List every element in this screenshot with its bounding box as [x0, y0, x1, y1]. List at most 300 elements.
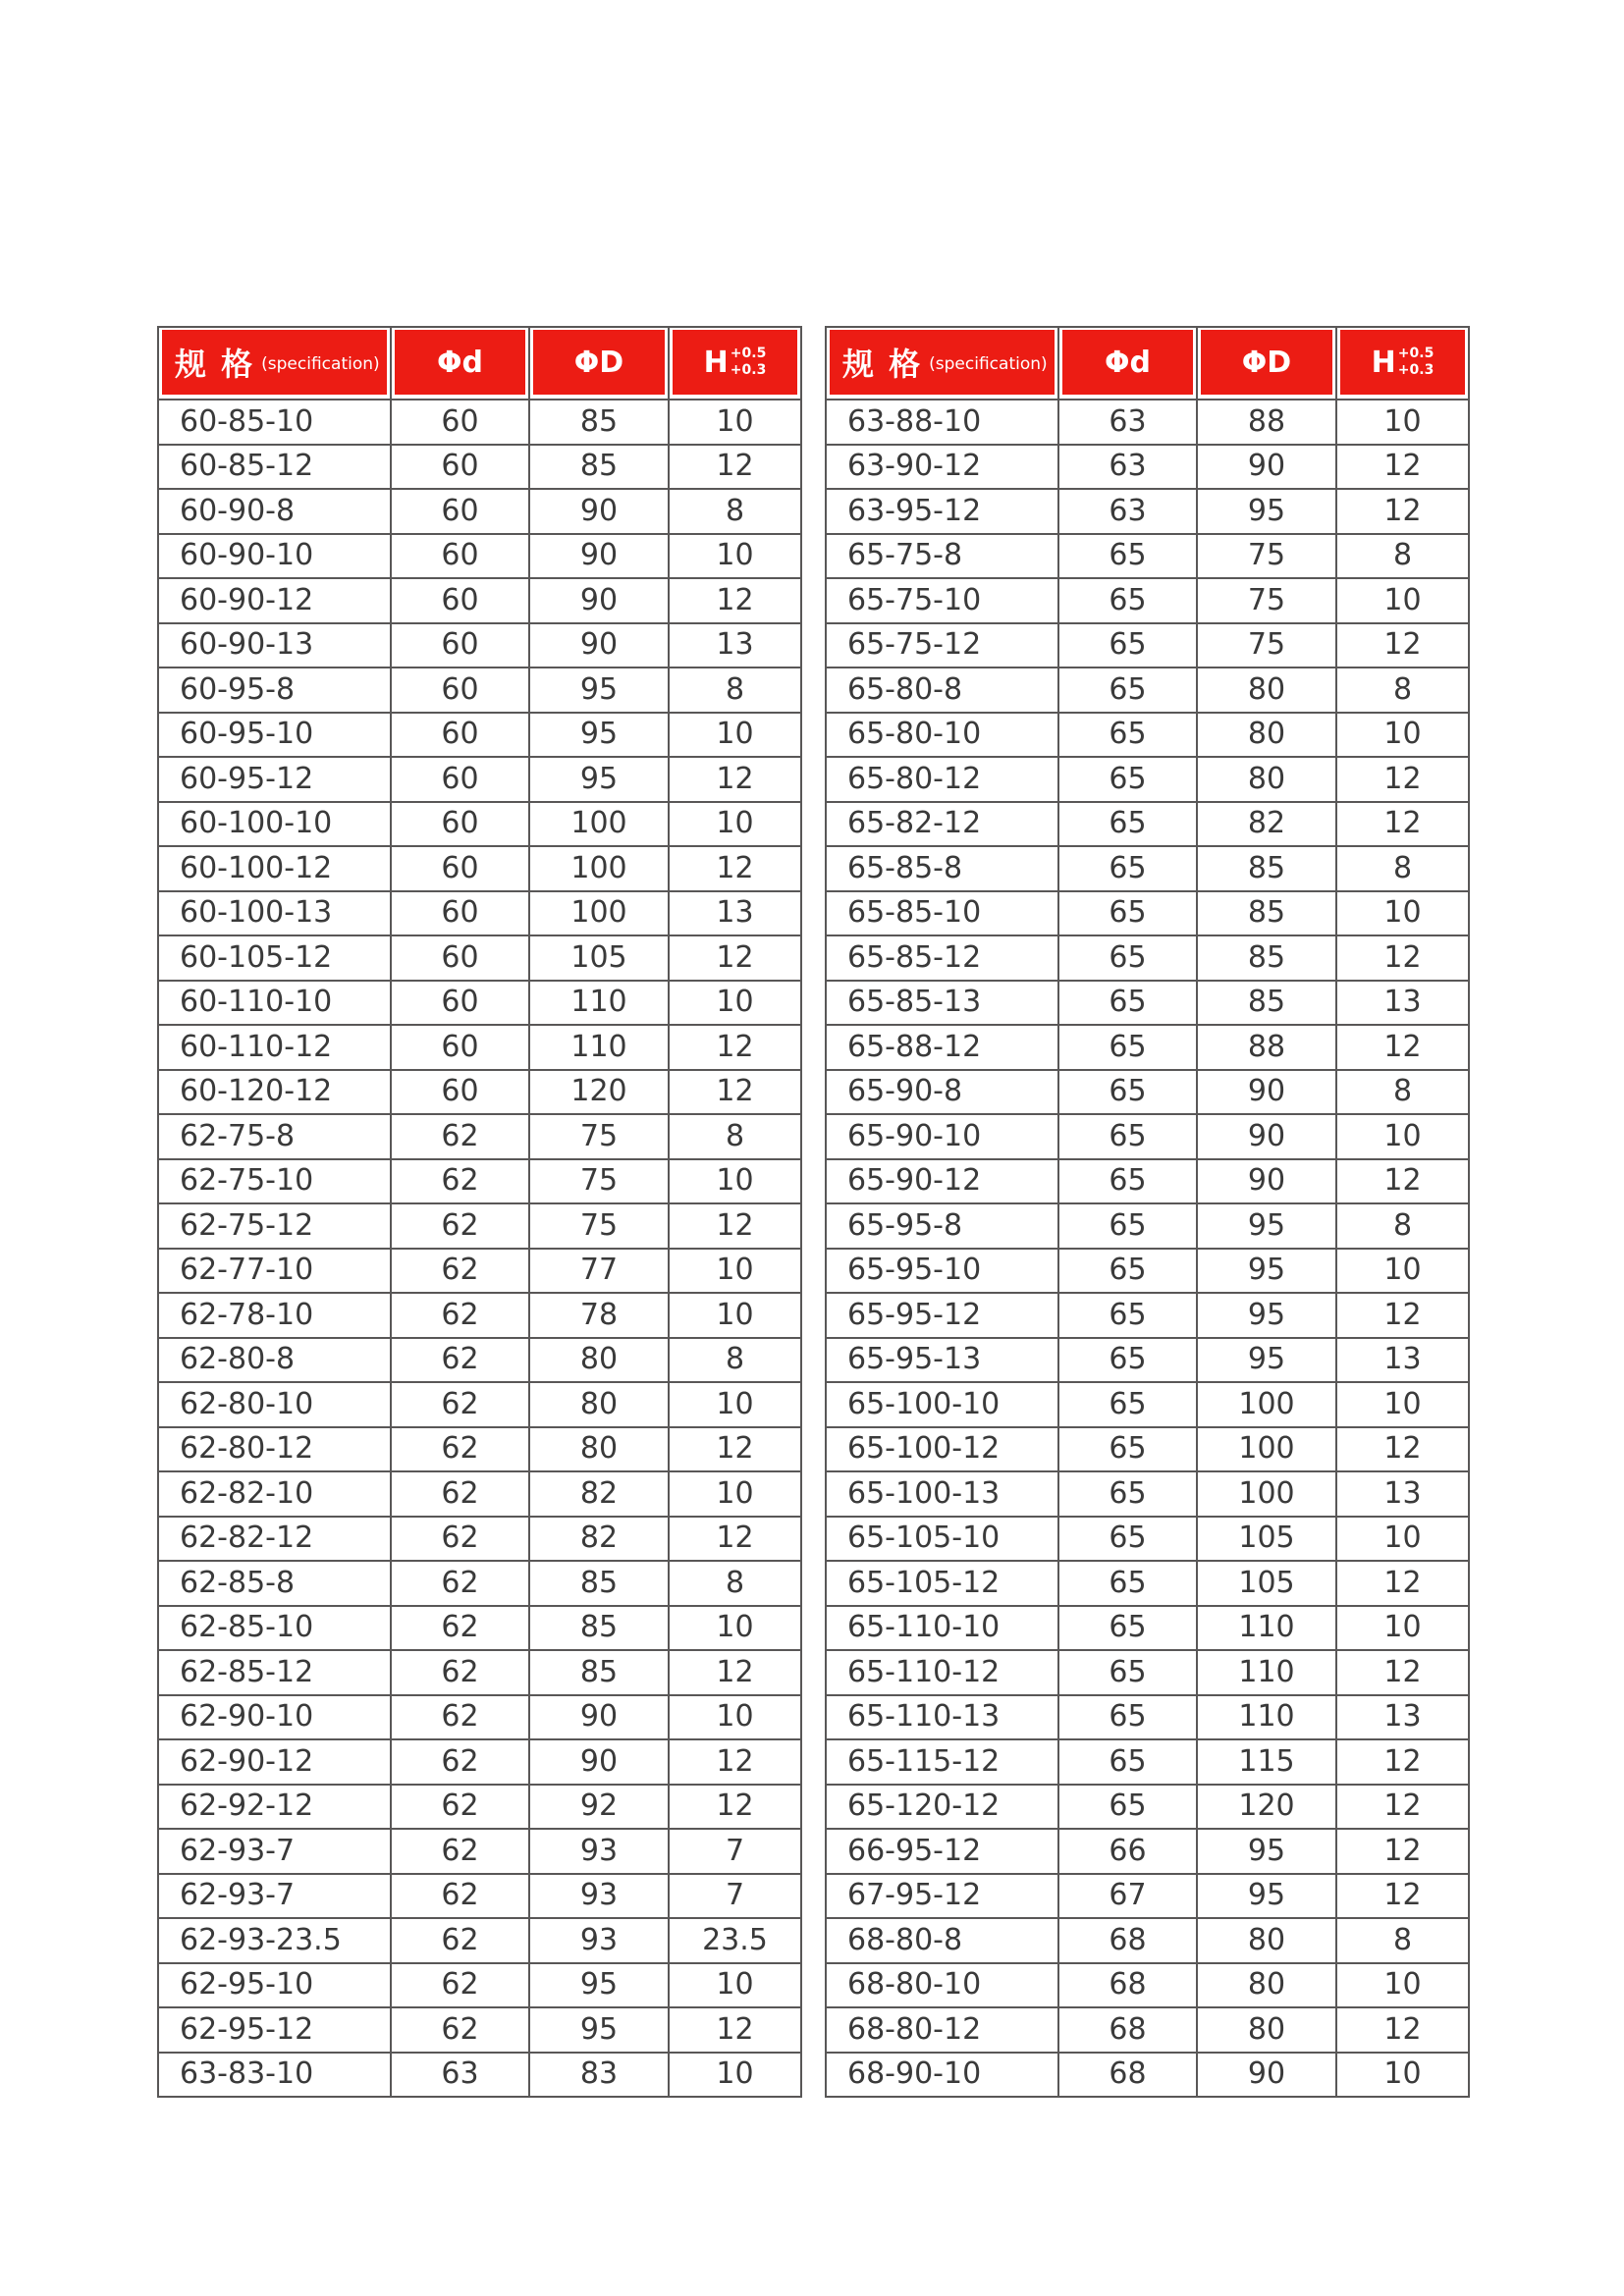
phi-d-cell: 62: [391, 1338, 529, 1383]
spec-cell: 62-78-10: [158, 1293, 391, 1338]
phi-d-cell: 68: [1058, 1963, 1197, 2008]
spec-cell: 62-80-8: [158, 1338, 391, 1383]
phi-big-d-cell: 110: [529, 1025, 669, 1070]
phi-big-d-cell: 85: [529, 445, 669, 490]
phi-big-d-cell: 80: [1197, 757, 1336, 802]
spec-cell: 65-85-8: [826, 846, 1058, 891]
phi-d-cell: 65: [1058, 1203, 1197, 1249]
spec-cell: 63-88-10: [826, 400, 1058, 445]
h-cell: 12: [669, 578, 801, 623]
phi-d-cell: 65: [1058, 1471, 1197, 1517]
phi-big-d-cell: 95: [529, 2007, 669, 2053]
phi-d-cell: 65: [1058, 935, 1197, 981]
h-lower-tolerance: +0.3: [1397, 362, 1435, 378]
h-cell: 12: [669, 1739, 801, 1785]
table-row: [826, 757, 1469, 802]
h-cell: 13: [669, 623, 801, 668]
table-row: [158, 1114, 801, 1159]
table-row: [158, 1695, 801, 1740]
phi-big-d-cell: 100: [1197, 1471, 1336, 1517]
table-row: [158, 713, 801, 758]
spec-cell: 62-93-7: [158, 1874, 391, 1919]
spec-cell: 62-85-8: [158, 1561, 391, 1606]
h-cell: 12: [669, 935, 801, 981]
h-cell: 7: [669, 1874, 801, 1919]
phi-d-cell: 63: [1058, 445, 1197, 490]
h-cell: 12: [1336, 1025, 1469, 1070]
spec-cell: 65-85-13: [826, 981, 1058, 1026]
phi-big-d-cell: 95: [1197, 1203, 1336, 1249]
phi-big-d-cell: 77: [529, 1249, 669, 1294]
phi-big-d-cell: 90: [529, 1695, 669, 1740]
spec-cell: 62-95-10: [158, 1963, 391, 2008]
phi-d-cell: 65: [1058, 1025, 1197, 1070]
spec-cell: 62-95-12: [158, 2007, 391, 2053]
phi-big-d-cell: 85: [529, 1650, 669, 1695]
spec-cell: 65-95-10: [826, 1249, 1058, 1294]
spec-cell: 62-75-8: [158, 1114, 391, 1159]
h-cell: 12: [1336, 1785, 1469, 1830]
spec-header: [826, 327, 1058, 400]
phi-big-d-cell: 93: [529, 1918, 669, 1963]
phi-big-d-cell: 100: [529, 802, 669, 847]
h-cell: 10: [1336, 891, 1469, 936]
phi-d-cell: 65: [1058, 846, 1197, 891]
table-row: [826, 981, 1469, 1026]
table-row: [158, 1517, 801, 1562]
table-row: [826, 2007, 1469, 2053]
phi-big-d-cell: 75: [1197, 623, 1336, 668]
spec-cell: 62-75-12: [158, 1203, 391, 1249]
table-row: [158, 1606, 801, 1651]
table-row: [826, 1517, 1469, 1562]
h-cell: 10: [1336, 1249, 1469, 1294]
spec-cell: 67-95-12: [826, 1874, 1058, 1919]
phi-d-cell: 67: [1058, 1874, 1197, 1919]
table-row: [826, 667, 1469, 713]
h-cell: 8: [669, 1114, 801, 1159]
table-row: [826, 1918, 1469, 1963]
table-row: [158, 489, 801, 534]
phi-big-d-cell: 90: [1197, 1159, 1336, 1204]
table-row: [826, 2053, 1469, 2098]
table-row: [826, 891, 1469, 936]
spec-cell: 60-110-12: [158, 1025, 391, 1070]
phi-d-cell: 60: [391, 578, 529, 623]
table-row: [826, 489, 1469, 534]
table-row: [826, 445, 1469, 490]
phi-big-d-header: ΦD: [1197, 327, 1336, 400]
spec-cell: 66-95-12: [826, 1829, 1058, 1874]
table-row: [158, 981, 801, 1026]
h-cell: 10: [669, 1249, 801, 1294]
phi-d-cell: 65: [1058, 1382, 1197, 1427]
spec-cell: 65-105-10: [826, 1517, 1058, 1562]
table-row: [826, 1963, 1469, 2008]
table-row: [826, 1203, 1469, 1249]
h-cell: 12: [669, 1203, 801, 1249]
phi-d-cell: 62: [391, 1874, 529, 1919]
spec-cell: 60-90-8: [158, 489, 391, 534]
table-row: [158, 1338, 801, 1383]
phi-d-cell: 60: [391, 445, 529, 490]
phi-d-cell: 62: [391, 1561, 529, 1606]
phi-d-cell: 62: [391, 1203, 529, 1249]
spec-cell: 63-90-12: [826, 445, 1058, 490]
table-row: [826, 1561, 1469, 1606]
spec-cell: 63-83-10: [158, 2053, 391, 2098]
h-cell: 12: [669, 1785, 801, 1830]
spec-cell: 60-90-12: [158, 578, 391, 623]
spec-cell: 65-80-12: [826, 757, 1058, 802]
phi-big-d-cell: 95: [529, 667, 669, 713]
phi-d-cell: 62: [391, 1114, 529, 1159]
phi-big-d-cell: 80: [1197, 667, 1336, 713]
spec-cell: 63-95-12: [826, 489, 1058, 534]
spec-cell: 65-75-12: [826, 623, 1058, 668]
spec-cell: 65-75-10: [826, 578, 1058, 623]
phi-big-d-cell: 88: [1197, 1025, 1336, 1070]
table-row: [826, 1829, 1469, 1874]
spec-cell: 65-85-10: [826, 891, 1058, 936]
spec-cell: 65-88-12: [826, 1025, 1058, 1070]
spec-cell: 65-110-13: [826, 1695, 1058, 1740]
table-row: [158, 1203, 801, 1249]
spec-cell: 60-85-10: [158, 400, 391, 445]
spec-header-cn: 规 格: [175, 346, 255, 383]
phi-big-d-cell: 90: [529, 1739, 669, 1785]
phi-d-cell: 60: [391, 400, 529, 445]
spec-cell: 60-105-12: [158, 935, 391, 981]
spec-cell: 60-85-12: [158, 445, 391, 490]
phi-d-cell: 62: [391, 1427, 529, 1472]
spec-cell: 65-82-12: [826, 802, 1058, 847]
phi-big-d-cell: 105: [1197, 1561, 1336, 1606]
h-cell: 12: [669, 1427, 801, 1472]
header-row: [826, 327, 1469, 400]
h-cell: 10: [669, 713, 801, 758]
phi-d-cell: 65: [1058, 713, 1197, 758]
phi-d-cell: 63: [391, 2053, 529, 2098]
table-row: [826, 1293, 1469, 1338]
phi-d-cell: 65: [1058, 802, 1197, 847]
phi-d-cell: 62: [391, 1293, 529, 1338]
phi-d-cell: 62: [391, 1471, 529, 1517]
table-row: [826, 1650, 1469, 1695]
phi-big-d-cell: 82: [529, 1471, 669, 1517]
phi-big-d-cell: 100: [529, 846, 669, 891]
spec-cell: 65-115-12: [826, 1739, 1058, 1785]
table-row: [826, 802, 1469, 847]
h-cell: 8: [669, 667, 801, 713]
phi-big-d-cell: 75: [529, 1203, 669, 1249]
spec-cell: 65-100-10: [826, 1382, 1058, 1427]
spec-cell: 60-95-8: [158, 667, 391, 713]
h-cell: 10: [1336, 1606, 1469, 1651]
table-row: [158, 2053, 801, 2098]
table-row: [158, 1963, 801, 2008]
phi-d-cell: 68: [1058, 2007, 1197, 2053]
h-cell: 12: [1336, 1650, 1469, 1695]
phi-big-d-cell: 95: [529, 713, 669, 758]
phi-d-cell: 60: [391, 935, 529, 981]
spec-cell: 62-92-12: [158, 1785, 391, 1830]
phi-d-cell: 65: [1058, 1338, 1197, 1383]
phi-big-d-cell: 75: [1197, 534, 1336, 579]
spec-cell: 60-95-10: [158, 713, 391, 758]
phi-big-d-cell: 100: [1197, 1427, 1336, 1472]
phi-big-d-cell: 90: [529, 623, 669, 668]
phi-big-d-cell: 80: [1197, 2007, 1336, 2053]
spec-cell: 62-85-10: [158, 1606, 391, 1651]
table-row: [158, 1070, 801, 1115]
h-cell: 13: [1336, 1338, 1469, 1383]
phi-big-d-cell: 90: [1197, 1114, 1336, 1159]
phi-big-d-cell: 75: [529, 1114, 669, 1159]
h-cell: 12: [669, 757, 801, 802]
spec-cell: 65-100-12: [826, 1427, 1058, 1472]
phi-big-d-cell: 85: [1197, 981, 1336, 1026]
phi-big-d-cell: 80: [529, 1382, 669, 1427]
phi-big-d-cell: 85: [529, 1561, 669, 1606]
phi-d-cell: 65: [1058, 1606, 1197, 1651]
phi-d-cell: 65: [1058, 1159, 1197, 1204]
h-cell: 10: [669, 802, 801, 847]
phi-d-cell: 65: [1058, 1293, 1197, 1338]
h-cell: 12: [1336, 1874, 1469, 1919]
table-row: [158, 534, 801, 579]
phi-big-d-cell: 90: [1197, 1070, 1336, 1115]
spec-cell: 62-85-12: [158, 1650, 391, 1695]
phi-big-d-cell: 95: [529, 1963, 669, 2008]
spec-cell: 60-110-10: [158, 981, 391, 1026]
table-row: [826, 534, 1469, 579]
phi-big-d-cell: 120: [1197, 1785, 1336, 1830]
spec-cell: 65-95-8: [826, 1203, 1058, 1249]
spec-cell: 62-82-10: [158, 1471, 391, 1517]
phi-big-d-cell: 85: [529, 400, 669, 445]
phi-d-cell: 60: [391, 713, 529, 758]
phi-d-cell: 62: [391, 1606, 529, 1651]
h-lower-tolerance: +0.3: [730, 362, 767, 378]
spec-cell: 62-80-12: [158, 1427, 391, 1472]
phi-d-cell: 62: [391, 1829, 529, 1874]
h-cell: 13: [669, 891, 801, 936]
phi-d-cell: 65: [1058, 667, 1197, 713]
table-row: [826, 1382, 1469, 1427]
phi-d-header: Φd: [1058, 327, 1197, 400]
h-cell: 12: [1336, 2007, 1469, 2053]
phi-big-d-cell: 75: [1197, 578, 1336, 623]
spec-cell: 60-100-10: [158, 802, 391, 847]
spec-cell: 60-120-12: [158, 1070, 391, 1115]
phi-d-cell: 65: [1058, 1650, 1197, 1695]
table-row: [826, 713, 1469, 758]
h-cell: 8: [1336, 534, 1469, 579]
spec-cell: 65-95-12: [826, 1293, 1058, 1338]
table-row: [158, 667, 801, 713]
h-cell: 12: [1336, 445, 1469, 490]
spec-cell: 62-90-12: [158, 1739, 391, 1785]
h-cell: 23.5: [669, 1918, 801, 1963]
phi-d-cell: 65: [1058, 891, 1197, 936]
h-tolerance-header: H +0.5 +0.3: [669, 327, 801, 400]
h-cell: 8: [669, 1338, 801, 1383]
table-row: [158, 1159, 801, 1204]
phi-big-d-cell: 85: [1197, 935, 1336, 981]
h-cell: 10: [669, 1606, 801, 1651]
table-row: [158, 578, 801, 623]
spec-table-right: [825, 326, 1470, 2098]
phi-big-d-cell: 80: [1197, 1963, 1336, 2008]
spec-cell: 60-100-13: [158, 891, 391, 936]
phi-big-d-cell: 95: [1197, 489, 1336, 534]
table-row: [158, 1025, 801, 1070]
h-cell: 12: [1336, 1293, 1469, 1338]
h-cell: 10: [669, 2053, 801, 2098]
table-row: [826, 1471, 1469, 1517]
h-cell: 10: [1336, 1963, 1469, 2008]
h-cell: 7: [669, 1829, 801, 1874]
phi-big-d-cell: 110: [529, 981, 669, 1026]
h-cell: 10: [1336, 1114, 1469, 1159]
phi-d-cell: 60: [391, 891, 529, 936]
h-cell: 10: [1336, 1382, 1469, 1427]
spec-header: [158, 327, 391, 400]
table-row: [158, 802, 801, 847]
phi-big-d-cell: 80: [529, 1427, 669, 1472]
h-cell: 10: [1336, 2053, 1469, 2098]
h-cell: 10: [669, 1159, 801, 1204]
spec-cell: 68-80-8: [826, 1918, 1058, 1963]
phi-d-cell: 60: [391, 802, 529, 847]
phi-big-d-cell: 80: [1197, 713, 1336, 758]
spec-cell: 65-90-8: [826, 1070, 1058, 1115]
phi-big-d-cell: 105: [1197, 1517, 1336, 1562]
h-upper-tolerance: +0.5: [730, 346, 767, 362]
table-row: [826, 1249, 1469, 1294]
phi-d-cell: 60: [391, 534, 529, 579]
phi-big-d-cell: 110: [1197, 1606, 1336, 1651]
spec-cell: 60-90-13: [158, 623, 391, 668]
table-row: [158, 445, 801, 490]
phi-big-d-cell: 82: [1197, 802, 1336, 847]
phi-big-d-cell: 85: [1197, 846, 1336, 891]
table-row: [158, 1561, 801, 1606]
phi-big-d-cell: 90: [1197, 445, 1336, 490]
h-cell: 12: [669, 445, 801, 490]
h-cell: 8: [1336, 1070, 1469, 1115]
spec-cell: 65-105-12: [826, 1561, 1058, 1606]
h-cell: 10: [1336, 1517, 1469, 1562]
table-row: [158, 1739, 801, 1785]
phi-big-d-cell: 95: [1197, 1874, 1336, 1919]
h-cell: 12: [669, 1070, 801, 1115]
table-row: [158, 1382, 801, 1427]
h-cell: 12: [1336, 757, 1469, 802]
phi-d-cell: 65: [1058, 1561, 1197, 1606]
phi-d-cell: 62: [391, 1785, 529, 1830]
h-cell: 10: [669, 400, 801, 445]
phi-big-d-cell: 90: [529, 489, 669, 534]
h-cell: 10: [669, 1382, 801, 1427]
phi-d-cell: 65: [1058, 1517, 1197, 1562]
phi-d-cell: 68: [1058, 1918, 1197, 1963]
table-row: [158, 1918, 801, 1963]
table-row: [158, 1650, 801, 1695]
header-row: [158, 327, 801, 400]
phi-big-d-cell: 85: [1197, 891, 1336, 936]
phi-big-d-cell: 110: [1197, 1695, 1336, 1740]
spec-cell: 62-93-23.5: [158, 1918, 391, 1963]
table-row: [158, 1874, 801, 1919]
spec-cell: 62-80-10: [158, 1382, 391, 1427]
phi-d-cell: 62: [391, 1517, 529, 1562]
h-cell: 8: [1336, 1918, 1469, 1963]
phi-d-cell: 62: [391, 1382, 529, 1427]
phi-d-cell: 62: [391, 2007, 529, 2053]
spec-cell: 65-110-12: [826, 1650, 1058, 1695]
phi-d-cell: 66: [1058, 1829, 1197, 1874]
h-cell: 12: [669, 1025, 801, 1070]
h-cell: 12: [669, 1650, 801, 1695]
table-row: [826, 1025, 1469, 1070]
phi-big-d-cell: 90: [1197, 2053, 1336, 2098]
table-row: [826, 1695, 1469, 1740]
phi-big-d-cell: 95: [1197, 1249, 1336, 1294]
table-row: [158, 757, 801, 802]
spec-header-cn: 规 格: [842, 346, 923, 383]
phi-d-cell: 60: [391, 846, 529, 891]
table-row: [158, 2007, 801, 2053]
table-row: [158, 1829, 801, 1874]
h-cell: 13: [1336, 981, 1469, 1026]
table-row: [158, 623, 801, 668]
phi-d-header: Φd: [391, 327, 529, 400]
spec-cell: 68-80-12: [826, 2007, 1058, 2053]
h-upper-tolerance: +0.5: [1397, 346, 1435, 362]
h-cell: 10: [669, 534, 801, 579]
table-row: [826, 623, 1469, 668]
spec-header-en: (specification): [261, 354, 380, 374]
phi-d-cell: 65: [1058, 1739, 1197, 1785]
phi-d-cell: 65: [1058, 1427, 1197, 1472]
phi-big-d-cell: 93: [529, 1829, 669, 1874]
h-cell: 13: [1336, 1471, 1469, 1517]
phi-big-d-cell: 95: [1197, 1338, 1336, 1383]
phi-d-cell: 65: [1058, 1114, 1197, 1159]
h-cell: 8: [669, 489, 801, 534]
table-row: [158, 1249, 801, 1294]
phi-d-cell: 62: [391, 1739, 529, 1785]
phi-d-cell: 65: [1058, 534, 1197, 579]
h-cell: 12: [1336, 935, 1469, 981]
phi-big-d-cell: 115: [1197, 1739, 1336, 1785]
h-cell: 12: [1336, 1739, 1469, 1785]
phi-big-d-cell: 88: [1197, 400, 1336, 445]
spec-cell: 65-90-12: [826, 1159, 1058, 1204]
h-cell: 12: [1336, 1561, 1469, 1606]
phi-big-d-cell: 95: [1197, 1829, 1336, 1874]
table-row: [826, 1159, 1469, 1204]
phi-d-cell: 68: [1058, 2053, 1197, 2098]
spec-cell: 62-82-12: [158, 1517, 391, 1562]
phi-d-cell: 60: [391, 489, 529, 534]
h-cell: 12: [1336, 489, 1469, 534]
spec-cell: 65-80-8: [826, 667, 1058, 713]
spec-cell: 62-77-10: [158, 1249, 391, 1294]
phi-d-cell: 62: [391, 1249, 529, 1294]
